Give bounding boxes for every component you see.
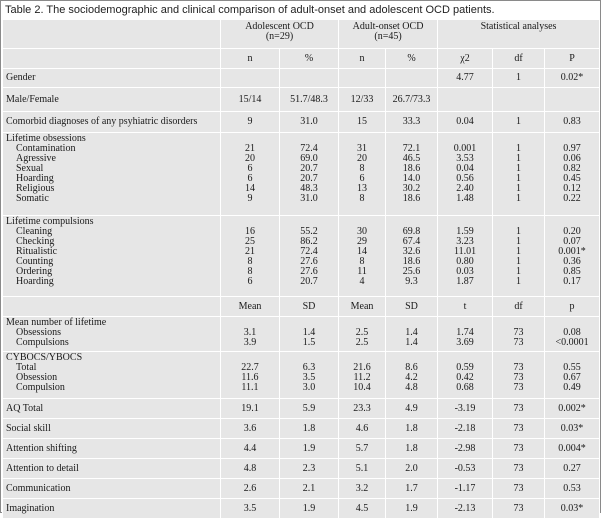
cell: 0.001 — [453, 143, 477, 154]
subheader-row-2 — [3, 297, 600, 317]
cell: 1.4 — [302, 327, 316, 338]
section-title: Lifetime compulsions — [6, 216, 94, 227]
subheader-empty — [3, 297, 221, 317]
cell: 72.4 — [300, 246, 318, 257]
row-label: Compulsion — [16, 382, 65, 393]
row-label: Obsession — [16, 372, 58, 383]
cell: 29 — [357, 236, 368, 247]
cell: 67.4 — [402, 236, 421, 247]
cybocs-col-df — [493, 352, 545, 399]
cell: 2.0 — [386, 459, 438, 479]
mean-col-pct-a — [280, 317, 339, 352]
section-title: Lifetime obsessions — [6, 133, 86, 144]
mean-col-n-a — [221, 317, 280, 352]
cell: 1 — [493, 112, 545, 133]
cybocs-col-pct-a — [280, 352, 339, 399]
cell: 3.53 — [456, 153, 474, 164]
cell: 2.3 — [280, 459, 339, 479]
cell: 73 — [513, 362, 524, 373]
cell: 8 — [359, 193, 365, 204]
header-label-cell — [3, 20, 221, 49]
cell: 1.4 — [405, 337, 418, 348]
cell: 0.22 — [563, 193, 581, 204]
cell: 4.8 — [221, 459, 280, 479]
cell: 18.6 — [402, 193, 421, 204]
cell: 0.07 — [563, 236, 581, 247]
compulsions-col-n-b — [339, 216, 386, 297]
cell: 11.2 — [353, 372, 371, 383]
row-label: Imagination — [3, 499, 221, 519]
results-table — [2, 19, 600, 519]
cell: 0.03* — [545, 419, 600, 439]
row-label: Ordering — [16, 266, 53, 277]
cell: 2.40 — [456, 183, 474, 194]
cell: 9.3 — [405, 276, 418, 287]
cell: 2.5 — [355, 337, 369, 348]
cell: 51.7/48.3 — [280, 88, 339, 112]
cell: 1 — [516, 256, 522, 267]
cell: <0.0001 — [555, 337, 589, 348]
cell — [545, 88, 600, 112]
cell: 4.8 — [405, 382, 418, 393]
cell: 1.9 — [280, 439, 339, 459]
cell: 1.74 — [456, 327, 474, 338]
cell: 0.27 — [545, 459, 600, 479]
subheader-cell: SD — [280, 297, 339, 317]
cell: 73 — [493, 399, 545, 419]
mean-col-df — [493, 317, 545, 352]
table-row — [3, 88, 600, 112]
obsessions-col-p — [545, 133, 600, 216]
header-adolescent-n: (n=29) — [265, 31, 294, 42]
cell: 1 — [516, 143, 522, 154]
cell: 16 — [245, 226, 255, 237]
cell: 1.4 — [405, 327, 418, 338]
compulsions-labels — [3, 216, 221, 297]
cell: 21 — [245, 246, 255, 257]
cell: 3.0 — [302, 382, 316, 393]
compulsions-col-n-a — [221, 216, 280, 297]
cybocs-col-stat — [438, 352, 493, 399]
group-header-row — [3, 20, 600, 49]
cell: 0.97 — [563, 143, 581, 154]
cell: 3.6 — [221, 419, 280, 439]
cell: 1 — [516, 246, 522, 257]
row-label: Social skill — [3, 419, 221, 439]
cell: 0.04 — [456, 163, 474, 174]
cell: 8 — [359, 163, 365, 174]
cell: 30 — [357, 226, 368, 237]
cell: 6.3 — [302, 362, 316, 373]
subheader-cell: t — [438, 297, 493, 317]
section-title: Mean number of lifetime — [6, 317, 107, 328]
cell: 1.8 — [386, 419, 438, 439]
cell: 1.9 — [386, 499, 438, 519]
cell — [386, 69, 438, 88]
header-adolescent-title: Adolescent OCD — [245, 21, 314, 32]
cell: 0.68 — [456, 382, 474, 393]
row-label: Cleaning — [16, 226, 53, 237]
cell: 21 — [245, 143, 255, 154]
cell: 0.42 — [456, 372, 474, 383]
cell: 4.4 — [221, 439, 280, 459]
cell: 1 — [516, 266, 522, 277]
cell: 46.5 — [402, 153, 421, 164]
cell: 0.001* — [558, 246, 586, 257]
subheader-cell: % — [386, 49, 438, 69]
cell: 0.55 — [563, 362, 581, 373]
row-label: Male/Female — [3, 88, 221, 112]
cell: 25.6 — [402, 266, 421, 277]
cell: -1.17 — [438, 479, 493, 499]
cell: 73 — [493, 479, 545, 499]
table-row — [3, 479, 600, 499]
cell: 4.2 — [405, 372, 418, 383]
cell: 20.7 — [300, 276, 318, 287]
header-adult-n: (n=45) — [374, 31, 402, 42]
cell: 31 — [357, 143, 368, 154]
cell: 0.06 — [563, 153, 581, 164]
cell: 3.5 — [302, 372, 316, 383]
cell: 73 — [513, 337, 524, 348]
cell: 1 — [516, 163, 522, 174]
cell: 73 — [493, 459, 545, 479]
mean-lifetime-block — [3, 317, 600, 352]
cell: 0.02* — [545, 69, 600, 88]
cell: 22.7 — [241, 362, 259, 373]
table-row — [3, 112, 600, 133]
mean-col-p — [545, 317, 600, 352]
cell: 6 — [247, 163, 253, 174]
cell: 11 — [357, 266, 367, 277]
cell: 6 — [247, 173, 253, 184]
cell: 3.69 — [456, 337, 474, 348]
obsessions-col-n-b — [339, 133, 386, 216]
row-label: Ritualistic — [16, 246, 58, 257]
cell: 1 — [516, 173, 522, 184]
cell: 1 — [516, 183, 522, 194]
cybocs-col-p — [545, 352, 600, 399]
cell: 2.5 — [355, 327, 369, 338]
cell: 6 — [247, 276, 253, 287]
cell: 4 — [359, 276, 365, 287]
cell: 0.03* — [545, 499, 600, 519]
row-label: Contamination — [16, 143, 76, 154]
cell: 3.1 — [243, 327, 257, 338]
cell: 1.5 — [302, 337, 316, 348]
cell: 72.1 — [402, 143, 421, 154]
mean-lifetime-labels — [3, 317, 221, 352]
row-label: Comorbid diagnoses of any psyhiatric disorders — [3, 112, 221, 133]
cell: 0.08 — [563, 327, 581, 338]
cell: 0.45 — [563, 173, 581, 184]
row-label: Somatic — [16, 193, 49, 204]
row-label: Hoarding — [16, 173, 54, 184]
cell: 73 — [493, 499, 545, 519]
cell — [438, 88, 493, 112]
cell: 0.03 — [456, 266, 474, 277]
cell: 5.1 — [339, 459, 386, 479]
compulsions-col-df — [493, 216, 545, 297]
compulsions-block — [3, 216, 600, 297]
row-label: Communication — [3, 479, 221, 499]
cell: 1.59 — [456, 226, 474, 237]
row-label: Total — [16, 362, 37, 373]
table-row — [3, 419, 600, 439]
obsessions-col-stat — [438, 133, 493, 216]
cell: 5.7 — [339, 439, 386, 459]
cell: 27.6 — [300, 266, 318, 277]
cell: 55.2 — [300, 226, 318, 237]
row-label: Hoarding — [16, 276, 54, 287]
cell: 9 — [247, 193, 253, 204]
cell: -2.13 — [438, 499, 493, 519]
row-label: Obsessions — [16, 327, 62, 338]
row-label: Religious — [16, 183, 55, 194]
subheader-cell: df — [493, 49, 545, 69]
cell: 72.4 — [300, 143, 318, 154]
cell: 73 — [513, 327, 524, 338]
header-stats: Statistical analyses — [438, 20, 600, 49]
cell: 0.59 — [456, 362, 474, 373]
obsessions-col-pct-a — [280, 133, 339, 216]
cell: 2.1 — [280, 479, 339, 499]
row-label: Attention to detail — [3, 459, 221, 479]
row-label: Sexual — [16, 163, 44, 174]
cell: 0.83 — [545, 112, 600, 133]
cell: 1.48 — [456, 193, 474, 204]
cybocs-labels — [3, 352, 221, 399]
cell: 0.12 — [563, 183, 581, 194]
table-row — [3, 499, 600, 519]
subheader-cell: n — [339, 49, 386, 69]
cell: 8 — [247, 266, 253, 277]
section-title: CYBOCS/YBOCS — [6, 352, 83, 363]
compulsions-col-stat — [438, 216, 493, 297]
table-row — [3, 399, 600, 419]
cell: 30.2 — [402, 183, 421, 194]
cell: 0.53 — [545, 479, 600, 499]
cell: 11.6 — [241, 372, 259, 383]
cybocs-col-pct-b — [386, 352, 438, 399]
cell: 10.4 — [353, 382, 371, 393]
cell: 1.8 — [280, 419, 339, 439]
row-label: AQ Total — [3, 399, 221, 419]
cell: 4.77 — [438, 69, 493, 88]
cell: 4.5 — [339, 499, 386, 519]
cell: 2.6 — [221, 479, 280, 499]
cell: 5.9 — [280, 399, 339, 419]
row-label: Counting — [16, 256, 54, 267]
cell: 18.6 — [402, 163, 421, 174]
cell: 31.0 — [280, 112, 339, 133]
cell: 6 — [359, 173, 365, 184]
obsessions-col-df — [493, 133, 545, 216]
cell: 11.01 — [453, 246, 477, 257]
cell: 0.85 — [563, 266, 581, 277]
row-label: Gender — [3, 69, 221, 88]
cybocs-col-n-a — [221, 352, 280, 399]
obsessions-col-n-a — [221, 133, 280, 216]
cell — [493, 88, 545, 112]
cell: 13 — [357, 183, 368, 194]
cell — [221, 69, 280, 88]
cell: 23.3 — [339, 399, 386, 419]
cell: 1 — [516, 236, 522, 247]
header-adult — [339, 20, 438, 49]
cell: 20 — [245, 153, 255, 164]
cell: 20.7 — [300, 173, 318, 184]
cell: -2.18 — [438, 419, 493, 439]
cell: 0.56 — [456, 173, 474, 184]
cell: 73 — [493, 439, 545, 459]
cell: 18.6 — [402, 256, 421, 267]
subheader-cell: SD — [386, 297, 438, 317]
cell: 19.1 — [221, 399, 280, 419]
cell: 14.0 — [402, 173, 421, 184]
header-adolescent — [221, 20, 339, 49]
mean-col-pct-b — [386, 317, 438, 352]
mean-col-stat — [438, 317, 493, 352]
cell: 20.7 — [300, 163, 318, 174]
cell: 8 — [359, 256, 365, 267]
cell: 48.3 — [300, 183, 318, 194]
cell: 3.23 — [456, 236, 474, 247]
subheader-cell: df — [493, 297, 545, 317]
compulsions-col-p — [545, 216, 600, 297]
cell: 73 — [513, 382, 524, 393]
cell — [339, 69, 386, 88]
cell: 0.36 — [563, 256, 581, 267]
cell: 0.04 — [438, 112, 493, 133]
cell: 27.6 — [300, 256, 318, 267]
obsessions-labels — [3, 133, 221, 216]
cell: 20 — [357, 153, 368, 164]
cell: 33.3 — [386, 112, 438, 133]
cell: 4.9 — [386, 399, 438, 419]
cell: 15/14 — [221, 88, 280, 112]
cell: 14 — [245, 183, 255, 194]
obsessions-col-pct-b — [386, 133, 438, 216]
cell: 0.67 — [563, 372, 581, 383]
subheader-cell: Mean — [339, 297, 386, 317]
subheader-empty — [3, 49, 221, 69]
compulsions-col-pct-a — [280, 216, 339, 297]
subheader-cell: p — [545, 297, 600, 317]
cell: 1 — [493, 69, 545, 88]
cell: 26.7/73.3 — [386, 88, 438, 112]
cell: 25 — [245, 236, 255, 247]
table-row — [3, 459, 600, 479]
cell: 31.0 — [300, 193, 318, 204]
row-label: Agressive — [16, 153, 56, 164]
obsessions-block — [3, 133, 600, 216]
cell: -3.19 — [438, 399, 493, 419]
cell: 3.9 — [243, 337, 257, 348]
cell: 1.8 — [386, 439, 438, 459]
header-adult-title: Adult-onset OCD — [352, 21, 424, 32]
cell: 1.87 — [456, 276, 474, 287]
cell: 0.49 — [563, 382, 581, 393]
cell: -0.53 — [438, 459, 493, 479]
cell: 73 — [493, 419, 545, 439]
cell: 12/33 — [339, 88, 386, 112]
cell: 9 — [221, 112, 280, 133]
subheader-cell: χ2 — [438, 49, 493, 69]
cell: 1 — [516, 276, 522, 287]
cell: 0.004* — [545, 439, 600, 459]
subheader-cell: P — [545, 49, 600, 69]
cell: 1.9 — [280, 499, 339, 519]
row-label: Compulsions — [16, 337, 69, 348]
cell: 4.6 — [339, 419, 386, 439]
cell: 0.80 — [456, 256, 474, 267]
row-label: Attention shifting — [3, 439, 221, 459]
cell: 0.17 — [563, 276, 581, 287]
table-row — [3, 69, 600, 88]
mean-col-n-b — [339, 317, 386, 352]
subheader-row-1 — [3, 49, 600, 69]
cell: 0.002* — [545, 399, 600, 419]
cell: 1 — [516, 226, 522, 237]
cell: 32.6 — [402, 246, 421, 257]
cell: 0.20 — [563, 226, 581, 237]
subheader-cell: Mean — [221, 297, 280, 317]
cell: 86.2 — [300, 236, 318, 247]
cell: 69.0 — [300, 153, 318, 164]
compulsions-col-pct-b — [386, 216, 438, 297]
subheader-cell: % — [280, 49, 339, 69]
row-label: Checking — [16, 236, 55, 247]
cell: 1 — [516, 153, 522, 164]
cell: 3.5 — [221, 499, 280, 519]
cell: 21.6 — [353, 362, 371, 373]
cell: 73 — [513, 372, 524, 383]
cell: 8.6 — [405, 362, 418, 373]
cell: 1 — [516, 193, 522, 204]
table-row — [3, 439, 600, 459]
cell: 8 — [247, 256, 253, 267]
cell — [280, 69, 339, 88]
cell: 0.82 — [563, 163, 581, 174]
cell: 14 — [357, 246, 368, 257]
subheader-cell: n — [221, 49, 280, 69]
cell: 11.1 — [241, 382, 259, 393]
cell: 3.2 — [339, 479, 386, 499]
cell: -2.98 — [438, 439, 493, 459]
cell: 15 — [339, 112, 386, 133]
table-caption: Table 2. The sociodemographic and clinical comparison of adult-onset and adolescent OCD patients. — [5, 4, 495, 16]
cybocs-block — [3, 352, 600, 399]
cell: 69.8 — [402, 226, 421, 237]
cell: 1.7 — [386, 479, 438, 499]
cybocs-col-n-b — [339, 352, 386, 399]
